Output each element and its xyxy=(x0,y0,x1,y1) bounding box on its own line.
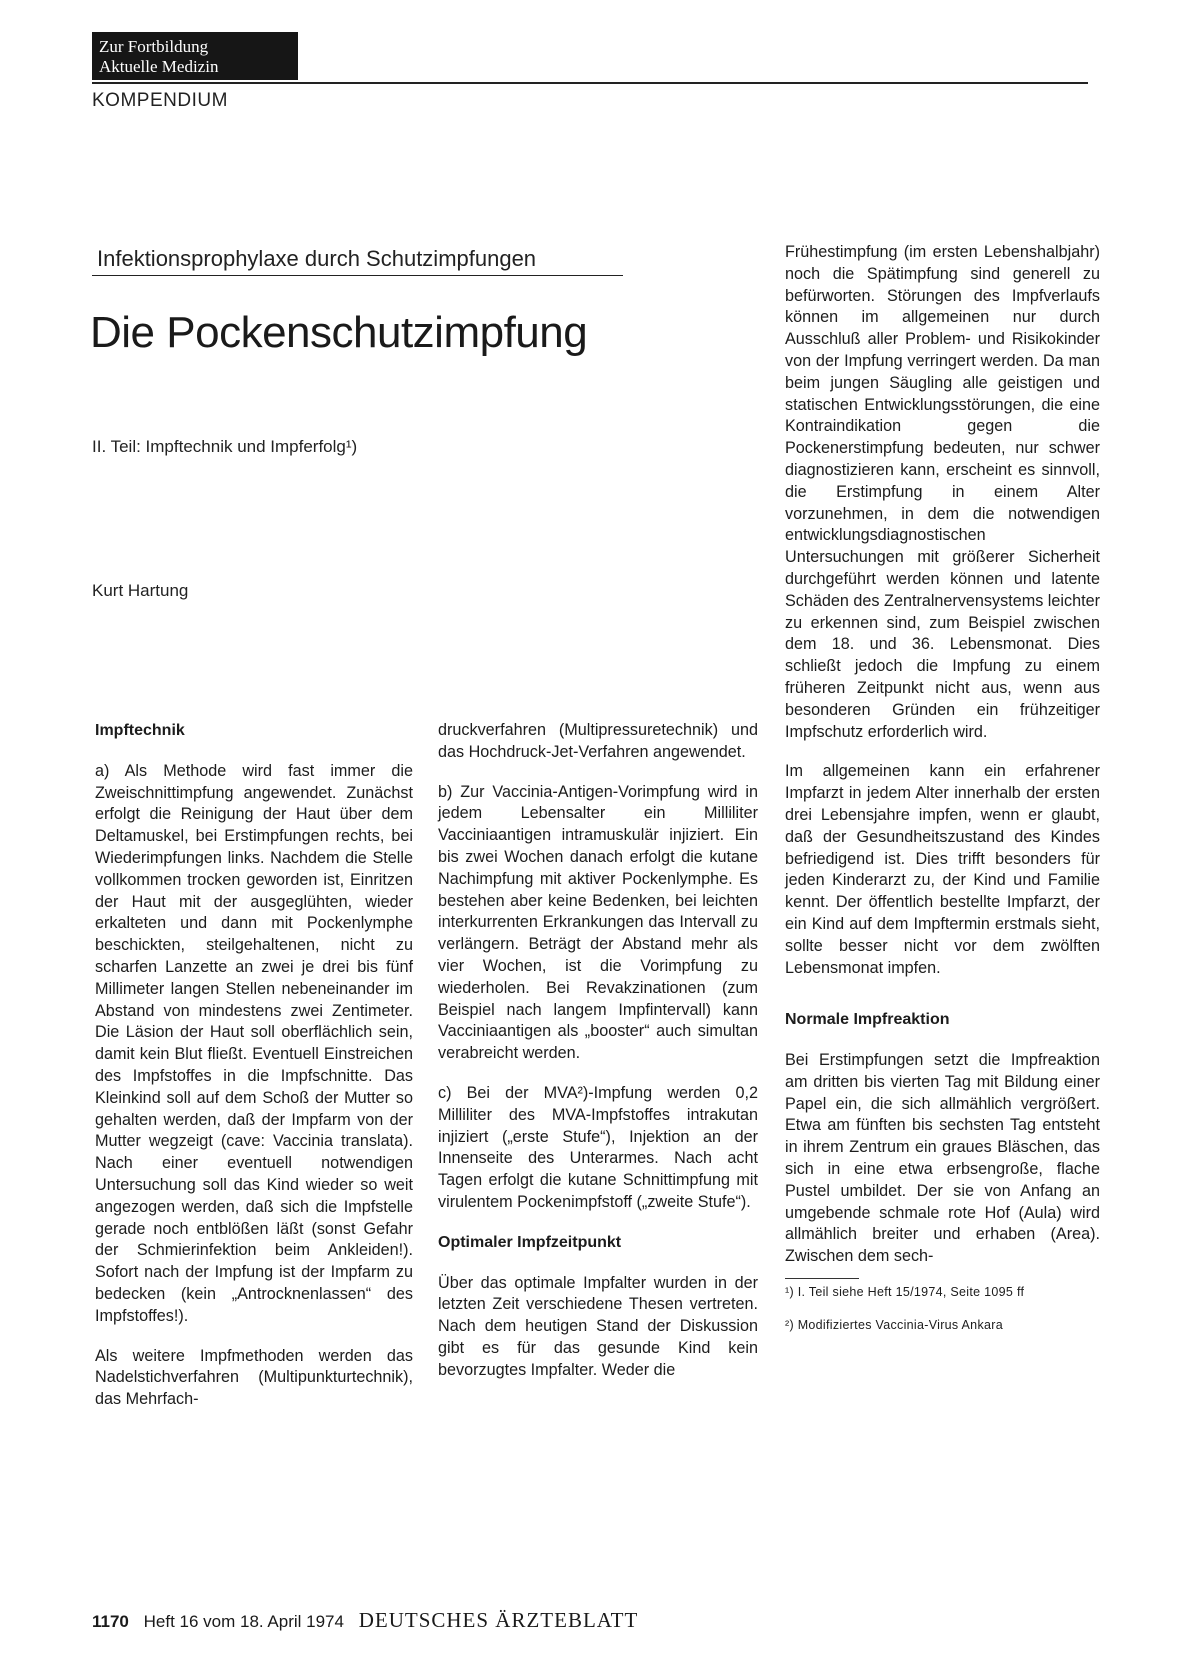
paragraph: Als weitere Impfmethoden werden das Nadelstichverfahren (Multipunkturtechnik), das Mehrfach- xyxy=(95,1346,413,1409)
heading-impftechnik: Impftechnik xyxy=(95,722,185,739)
section-label: KOMPENDIUM xyxy=(92,90,228,111)
heading-normale-impfreaktion: Normale Impfreaktion xyxy=(785,1011,950,1029)
article-title: Die Pockenschutzimpfung xyxy=(90,308,588,357)
paragraph: Über das optimale Impfalter wurden in der letzten Zeit verschiedene Thesen vertreten. Nach dem heutigen Stand der Diskussion gibt es für das gesunde Kind kein bevorzugtes Impfalter. Weder die xyxy=(438,1273,758,1379)
paragraph: druckverfahren (Multipressuretechnik) und das Hochdruck-Jet-Verfahren angewendet. xyxy=(438,721,758,761)
journal-name: DEUTSCHES ÄRZTEBLATT xyxy=(358,1608,639,1632)
series-title-rule xyxy=(92,275,623,276)
header-rule xyxy=(92,82,1088,84)
badge-line-1: Zur Fortbildung xyxy=(99,37,209,56)
paragraph: c) Bei der MVA²)-Impfung werden 0,2 Milliliter des MVA-Impfstoffes intrakutan injiziert („erste Stufe“), Injektion an der Innenseite des Unterarmes. Nach acht Tagen erfolgt die kutane Schnittimpfung mit virulentem Pockenimpfstoff („zweite Stufe“). xyxy=(438,1083,758,1211)
article-subtitle: II. Teil: Impftechnik und Impferfolg¹) xyxy=(92,437,358,456)
paragraph: Frühestimpfung (im ersten Lebenshalbjahr) noch die Spätimpfung sind generell zu befürworten. Störungen des Impfverlaufs können im allgemeinen nur durch Ausschluß aller Problem- und Risikokinder von der Impfung verringert werden. Da man beim jungen Säugling alle geistigen und statischen Entwicklungsstörungen, die eine Kontraindikation gegen die Pockenerstimpfung bedeuten, nur schwer diagnostizieren kann, erscheint es sinnvoll, die Erstimpfung in einem Alter vorzunehmen, in dem die notwendigen entwicklungsdiagnostischen Untersuchungen mit größerer Sicherheit durchgeführt werden können und latente Schäden des Zentralnervensystems leichter zu erkennen sind, zum Beispiel zwischen dem 18. und 36. Lebensmonat. Dies schließt jedoch die Impfung zu einem früheren Zeitpunkt nicht aus, wenn aus besonderen Gründen ein frühzeitiger Impfschutz erforderlich wird. xyxy=(785,243,1100,741)
heading-optimaler-impfzeitpunkt: Optimaler Impfzeitpunkt xyxy=(438,1233,622,1251)
paragraph: a) Als Methode wird fast immer die Zweischnittimpfung angewendet. Zunächst erfolgt die Reinigung der Haut über dem Deltamuskel, bei Erstimpfungen rechts, bei Wiederimpfungen links. Nachdem die Stelle vollkommen trocken geworden ist, Einritzen der Haut mit der ausgeglühten, wieder erkalteten und dann mit Pockenlymphe beschickten, steilgehaltenen, nicht zu scharfen Lanzette an zwei je drei bis fünf Millimeter langen Stellen nebeneinander im Abstand von mindestens zwei Zentimeter. Die Läsion der Haut soll oberflächlich sein, damit kein Blut fließt. Eventuell Einstreichen des Impfstoffes in die Impfschnitte. Das Kleinkind soll auf dem Schoß der Mutter so gehalten werden, daß der Impfarm von der Mutter wegzeigt (cave: Vaccinia translata). Nach einer eventuell notwendigen Untersuchung soll das Kind wieder so weit angezogen werden, daß sich die Impfstelle gerade noch entblößen läßt (sonst Gefahr der Schmierinfektion beim Ankleiden!). Sofort nach der Impfung ist der Impfarm zu bedecken (kein „Antrocknenlassen“ des Impfstoffes!). xyxy=(95,761,413,1325)
footnote-rule xyxy=(785,1278,859,1279)
footnote-2: ²) Modifiziertes Vaccinia-Virus Ankara xyxy=(785,1318,1003,1333)
author-name: Kurt Hartung xyxy=(92,581,189,600)
issue-info: Heft 16 vom 18. April 1974 xyxy=(143,1612,344,1631)
text-column-3 xyxy=(785,242,1100,1351)
text-column-1 xyxy=(95,720,413,1429)
text-column-2 xyxy=(438,720,758,1400)
paragraph: b) Zur Vaccinia-Antigen-Vorimpfung wird in jedem Lebensalter ein Milliliter Vacciniaantigen intramuskulär injiziert. Ein bis zwei Wochen danach erfolgt die kutane Nachimpfung mit aktiver Pockenlymphe. Es bestehen aber keine Bedenken, bei leichten interkurrenten Erkrankungen das Intervall zu verlängern. Beträgt der Abstand mehr als vier Wochen, ist die Vorimpfung zu wiederholen. Bei Revakzinationen (zum Beispiel nach langem Impfintervall) kann Vacciniaantigen als „booster“ auch simultan verabreicht werden. xyxy=(438,782,758,1063)
page-number: 1170 xyxy=(92,1612,129,1631)
footnote-1: ¹) I. Teil siehe Heft 15/1974, Seite 1095 ff xyxy=(785,1285,1025,1300)
page-footer xyxy=(92,1608,638,1633)
paragraph: Bei Erstimpfungen setzt die Impfreaktion am dritten bis vierten Tag mit Bildung einer Papel ein, die sich allmählich vergrößert. Etwa am fünften bis sechsten Tag entsteht in ihrem Zentrum ein graues Bläschen, das sich in eine etwa erbsengroße, flache Pustel umbildet. Der sie von Anfang an umgebende schmale rote Hof (Aula) wird allmählich breiter und erhaben (Area). Zwischen dem sech- xyxy=(785,1051,1100,1266)
paragraph: Im allgemeinen kann ein erfahrener Impfarzt in jedem Alter innerhalb der ersten drei Lebensjahre impfen, wenn er glaubt, daß der Gesundheitszustand des Kindes befriedigend ist. Dies trifft besonders für jeden Kinderarzt zu, der Kind und Familie kennt. Der öffentlich bestellte Impfarzt, der ein Kind auf dem Impftermin erstmals sieht, sollte besser nicht vor dem zwölften Lebensmonat impfen. xyxy=(785,762,1100,977)
series-title: Infektionsprophylaxe durch Schutzimpfungen xyxy=(97,246,537,271)
badge-line-2: Aktuelle Medizin xyxy=(99,57,219,76)
section-badge xyxy=(92,32,298,80)
